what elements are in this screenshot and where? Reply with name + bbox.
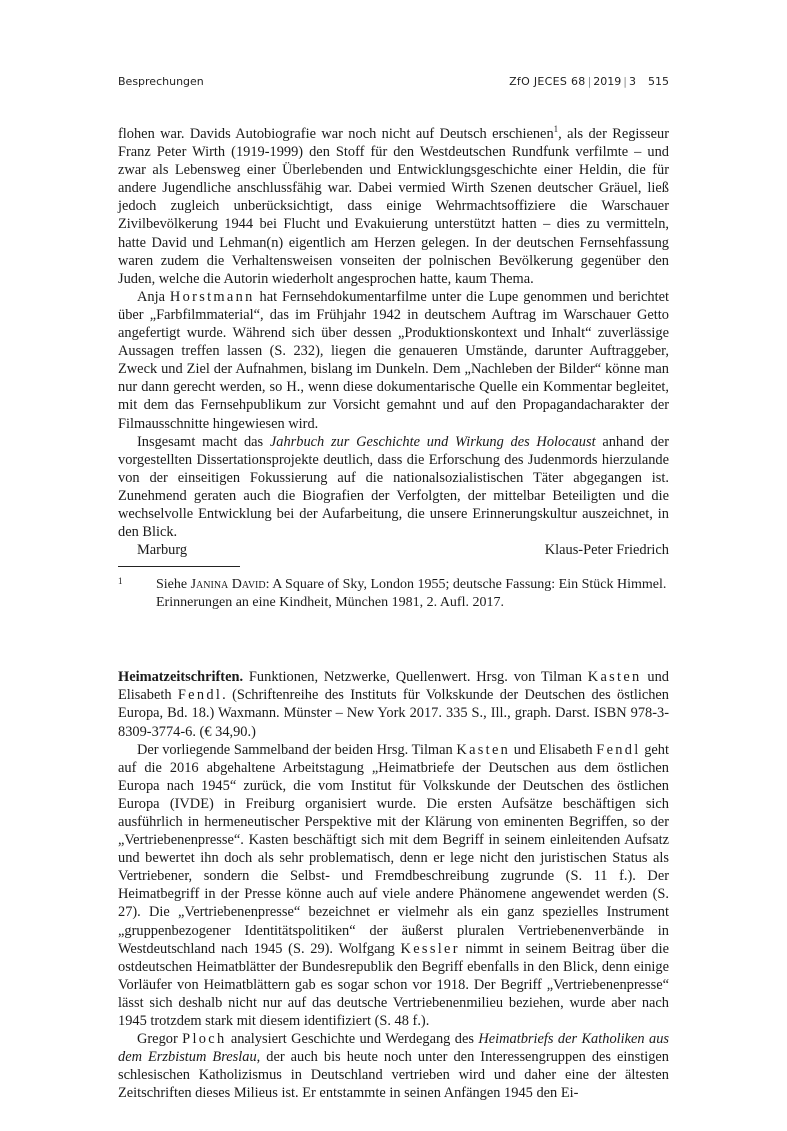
section-gap [118, 612, 669, 668]
editor-name: Kasten [587, 669, 642, 686]
journal-abbreviation: ZfO JECES 68 [509, 75, 586, 88]
editor-name: Fendl [596, 741, 641, 758]
author-name: Kessler [400, 940, 460, 957]
journal-info: ZfO JECES 68 | 2019 | 3 515 [509, 75, 669, 88]
reviewer-signature [118, 541, 669, 559]
review-heading: Heimatzeitschriften. Funktionen, Netzwerke, Quellenwert. Hrsg. von Tilman Kasten und Elisabeth Fendl. (Schriftenreihe des Instituts für Volkskunde der Deutschen des östlichen Europa, Bd. 18.) Waxmann. Münster – New York 2017. 335 S., Ill., graph. Darst. ISBN 978-3-8309-3774-6. (€ 34,90.) [118, 669, 669, 740]
footnote: 1 Siehe Janina David: A Square of Sky, London 1955; deutsche Fassung: Ein Stück Himmel. Erinnerungen an eine Kindheit, München 1981, 2. Aufl. 2017. [118, 576, 669, 612]
footnote-number: 1 [118, 576, 123, 587]
review-paragraph: Gregor Ploch analysiert Geschichte und Werdegang des Heimatbriefs der Katholiken aus dem Erzbistum Breslau, der auch bis heute noch unter den Interessengruppen des einstigen schlesischen Katholizismus in Deutschland vertrieben wird und daher eine der ältesten Zeitschriften dieses Milieus ist. Er entstammte in seinen Anfängen 1945 den Ei- [118, 1031, 669, 1102]
review-paragraph: Insgesamt macht das Jahrbuch zur Geschichte und Wirkung des Holocaust anhand der vorgestellten Dissertationsprojekte deutlich, dass die Erforschung des Judenmords hierzulande von der einseitigen Fokussierung auf die nationalsozialistischen Täter abgegangen ist. Zunehmend geraten auch die Biografien der Verfolgten, der mittelbar Beteiligten und die wechselvolle Entwicklung bei der Aufarbeitung, die unsere Erinnerungskultur auszeichnet, in den Blick. [118, 433, 669, 541]
book-title: Jahrbuch zur Geschichte und Wirkung des Holocaust [269, 433, 596, 450]
page-number: 515 [648, 75, 669, 88]
running-head [118, 75, 669, 91]
editor-name: Kasten [456, 741, 511, 758]
reviewer-name: Klaus-Peter Friedrich [544, 542, 669, 559]
journal-year: 2019 [593, 75, 622, 88]
footnote-author: Janina David [190, 577, 266, 593]
editor-name: Fendl [177, 687, 223, 704]
author-name: Ploch [182, 1031, 227, 1048]
footnote-reference[interactable]: 1 [553, 124, 559, 135]
journal-issue: 3 [629, 75, 636, 88]
review-paragraph: Der vorliegende Sammelband der beiden Hrsg. Tilman Kasten und Elisabeth Fendl geht auf die 2016 abgehaltene Arbeitstagung „Heimatbriefe der Deutschen aus dem östlichen Europa nach 1945“ zurück, die vom Institut für Volkskunde der Deutschen des östlichen Europa (IVDE) in Freiburg organisiert wurde. Die ersten Aufsätze beschäftigen sich ausführlich in hermeneutischer Perspektive mit der Klärung von eminenten Begriffen, so der „Vertriebenenpresse“. Kasten beschäftigt sich mit dem Begriff in seinem einleitenden Aufsatz und bewertet ihn doch als sehr problematisch, denn er lege nicht den juristischen Status als Vertriebener, sondern die Selbst- und Fremdbeschreibung zugrunde (S. 11 f.). Der Heimatbegriff in der Presse könne auch auf viele andere Phänomene angewendet werden (S. 27). Die „Vertriebenenpresse“ bezeichnet er vielmehr als ein ganz spezielles Instrument „gruppenbezogener Identitätspolitiken“ der äußerst pluralen Vertriebenenverbände in Westdeutschland nach 1945 (S. 29). Wolfgang Kessler nimmt in seinem Beitrag über die ostdeutschen Heimatblätter der Bundesrepublik den Begriff ebenfalls in den Blick, denn einige Vorläufer von Heimatblättern gab es sogar schon vor 1918. Der Begriff „Vertriebenenpresse“ lässt sich deshalb nicht nur auf das deutsche Vertriebenenmilieu beziehen, wurde aber nach 1945 trotzdem stark mit diesem identifiziert (S. 48 f.). [118, 741, 669, 1030]
footnote-divider [118, 566, 240, 567]
author-name: Horstmann [169, 288, 255, 305]
reviewer-place: Marburg [137, 542, 188, 559]
periodical-title: Heimatbriefs der Katholiken aus dem Erzbistum Breslau [118, 1031, 669, 1066]
review-paragraph: Anja Horstmann hat Fernsehdokumentarfilme unter die Lupe genommen und berichtet über „Farbfilmmaterial“, das im Frühjahr 1942 in deutschem Auftrag im Warschauer Getto angefertigt wurde. Während sich über dessen „Produktionskontext und Inhalt“ zuverlässige Aussagen treffen lassen (S. 232), liegen die genaueren Umstände, darunter Auftraggeber, Zweck und Ziel der Aufnahmen, bislang im Dunkeln. Dem „Nachleben der Bilder“ könne man nur dann gerecht werden, so H., wenn diese dokumentarische Quelle ein Kommentar begleitet, mit dem das Fernsehpublikum zur Vorsicht gemahnt und auf den Propagandacharakter der Filmausschnitte hingewiesen wird. [118, 288, 669, 432]
page-body [118, 125, 669, 1103]
section-title: Besprechungen [118, 75, 204, 88]
review-paragraph: flohen war. Davids Autobiografie war noch nicht auf Deutsch erschienen$^1$, als der Regisseur Franz Peter Wirth (1919-1999) den Stoff für den Westdeutschen Rundfunk verfilmte – und zwar als Lebensweg einer Überlebenden und Entwicklungsgeschichte einer Heldin, die für andere Jugendliche anschlussfähig war. Dabei vermied Wirth Szenen deutscher Gräuel, ließ jedoch zugleich unberücksichtigt, dass einige Wehrmachtsoffiziere die Warschauer Zivilbevölkerung 1944 bei Flucht und Evakuierung unterstützt hatten – dies zu vermitteln, hatte David und Lehman(n) eigentlich am Herzen gelegen. In der deutschen Fernsehfassung waren zudem die Verhaltensweisen vonseiten der polnischen Bevölkerung gegenüber den Juden, welche die Autorin wiederholt angesprochen hatte, kaum Thema. [118, 124, 669, 287]
review-book-title: Heimatzeitschriften. [118, 669, 244, 686]
